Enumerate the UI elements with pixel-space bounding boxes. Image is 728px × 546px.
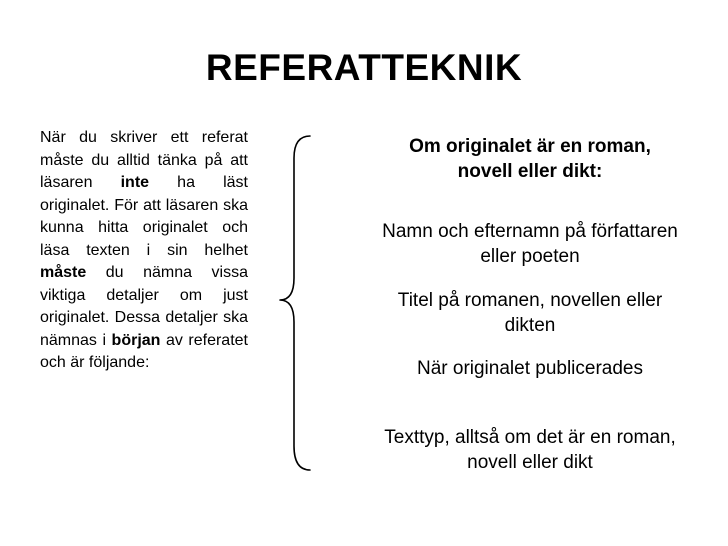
intro-text-part1: När du skriver ett referat måste du alltid tänka på att läsaren (40, 129, 248, 191)
criteria-item-title: Titel på romanen, novellen eller dikten (397, 290, 663, 336)
intro-emphasis-inte: inte (120, 174, 150, 191)
intro-paragraph (40, 127, 248, 375)
intro-text-part4: av referatet och är följande: (40, 331, 248, 371)
intro-text-part2: ha läst originalet. För att läsaren ska kunna hitta originalet och läsa texten i sin helhet (40, 174, 249, 259)
criteria-heading: Om originalet är en roman, novell eller dikt: (409, 136, 651, 182)
curly-brace-icon (270, 128, 340, 478)
intro-emphasis-maste: måste (40, 264, 87, 281)
intro-text-part3: du nämna vissa viktiga detaljer om just originalet. Dessa detaljer ska nämnas i (40, 264, 248, 349)
criteria-item-author: Namn och efternamn på författaren eller poeten (382, 221, 678, 267)
criteria-item-texttype: Texttyp, alltså om det är en roman, novell eller dikt (384, 427, 676, 473)
slide-title: REFERATTEKNIK (205, 47, 523, 88)
criteria-item-published: När originalet publicerades (416, 358, 643, 379)
intro-emphasis-borjan: början (111, 331, 161, 349)
